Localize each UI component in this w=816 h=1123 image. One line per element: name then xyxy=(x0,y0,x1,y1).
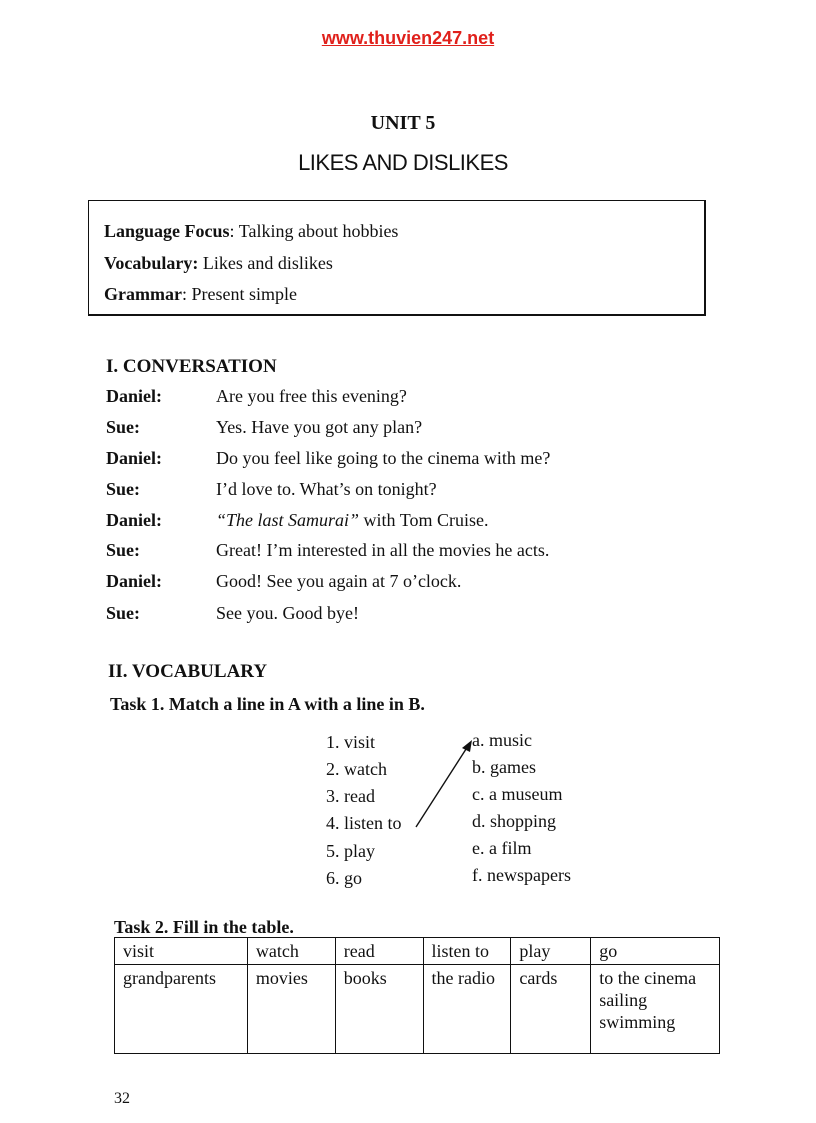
cell-entry: the radio xyxy=(431,968,496,988)
line-rest: with Tom Cruise. xyxy=(359,510,489,530)
line-text: Do you feel like going to the cinema with me? xyxy=(216,448,551,468)
line-text: Great! I’m interested in all the movies he acts. xyxy=(216,540,550,560)
cell-entry: swimming xyxy=(599,1012,676,1032)
speaker: Daniel: xyxy=(106,386,162,406)
match-a-item: 5. play xyxy=(326,841,375,861)
match-b-item: a. music xyxy=(472,730,532,750)
cell-entry: sailing xyxy=(599,990,648,1010)
table-cell xyxy=(115,965,248,1054)
table-cell xyxy=(511,965,591,1054)
focus-label: Language Focus xyxy=(104,221,230,241)
focus-sep: : xyxy=(229,221,235,241)
focus-vocabulary xyxy=(104,253,333,274)
table-header-cell: listen to xyxy=(423,938,511,965)
cell-entry: to the cinema xyxy=(599,968,697,988)
speaker: Sue: xyxy=(106,603,141,623)
match-a-item: 2. watch xyxy=(326,759,387,779)
match-b-item: b. games xyxy=(472,757,536,777)
table-cell xyxy=(423,965,511,1054)
table-row xyxy=(115,965,720,1054)
match-b-item: c. a museum xyxy=(472,784,563,804)
line-text: Yes. Have you got any plan? xyxy=(216,417,423,437)
speaker: Daniel: xyxy=(106,510,162,530)
table-header-cell: go xyxy=(591,938,720,965)
focus-grammar xyxy=(104,284,297,305)
unit-title: UNIT 5 xyxy=(370,112,436,134)
focus-language xyxy=(104,221,398,242)
table-header-row xyxy=(115,938,720,965)
task2-title: Task 2. Fill in the table. xyxy=(114,917,294,937)
cell-entry: grandparents xyxy=(123,968,216,988)
focus-text: Talking about hobbies xyxy=(234,221,399,241)
table-header-cell: read xyxy=(335,938,423,965)
conversation-heading: I. CONVERSATION xyxy=(106,356,277,377)
focus-label: Grammar xyxy=(104,284,182,304)
line-text: Are you free this evening? xyxy=(216,386,407,406)
line-text xyxy=(216,510,488,531)
speaker: Sue: xyxy=(106,417,141,437)
cell-entry: cards xyxy=(519,968,558,988)
match-b-item: d. shopping xyxy=(472,811,557,831)
cell-entry: movies xyxy=(255,968,308,988)
task1-title: Task 1. Match a line in A with a line in B. xyxy=(110,694,425,714)
match-b-item: f. newspapers xyxy=(472,865,571,885)
focus-box xyxy=(88,200,706,316)
match-a-item: 3. read xyxy=(326,786,375,806)
fill-table xyxy=(114,937,720,1054)
table-cell xyxy=(335,965,423,1054)
page-number: 32 xyxy=(114,1090,130,1107)
speaker: Daniel: xyxy=(106,448,162,468)
focus-text: Likes and dislikes xyxy=(198,253,333,273)
match-a-item: 4. listen to xyxy=(326,813,402,833)
focus-text: Present simple xyxy=(186,284,297,304)
table-header-cell: play xyxy=(511,938,591,965)
focus-sep: : xyxy=(192,253,199,273)
table-header-cell: watch xyxy=(247,938,335,965)
site-link[interactable]: www.thuvien247.net xyxy=(321,28,495,48)
movie-title: “The last Samurai” xyxy=(216,510,360,530)
match-a-item: 1. visit xyxy=(326,732,376,752)
speaker: Sue: xyxy=(106,479,141,499)
line-text: See you. Good bye! xyxy=(216,603,359,623)
match-arrow xyxy=(400,730,480,840)
table-header-cell: visit xyxy=(115,938,248,965)
line-text: Good! See you again at 7 o’clock. xyxy=(216,571,462,591)
line-text: I’d love to. What’s on tonight? xyxy=(216,479,437,499)
vocabulary-heading: II. VOCABULARY xyxy=(108,661,268,682)
table-cell xyxy=(247,965,335,1054)
speaker: Daniel: xyxy=(106,571,162,591)
focus-label: Vocabulary xyxy=(104,253,193,273)
speaker: Sue: xyxy=(106,540,141,560)
unit-subtitle: LIKES AND DISLIKES xyxy=(298,150,508,175)
match-a-item: 6. go xyxy=(326,868,362,888)
match-b-item: e. a film xyxy=(472,838,532,858)
focus-sep: : xyxy=(181,284,187,304)
cell-entry: books xyxy=(343,968,387,988)
table-cell xyxy=(591,965,720,1054)
